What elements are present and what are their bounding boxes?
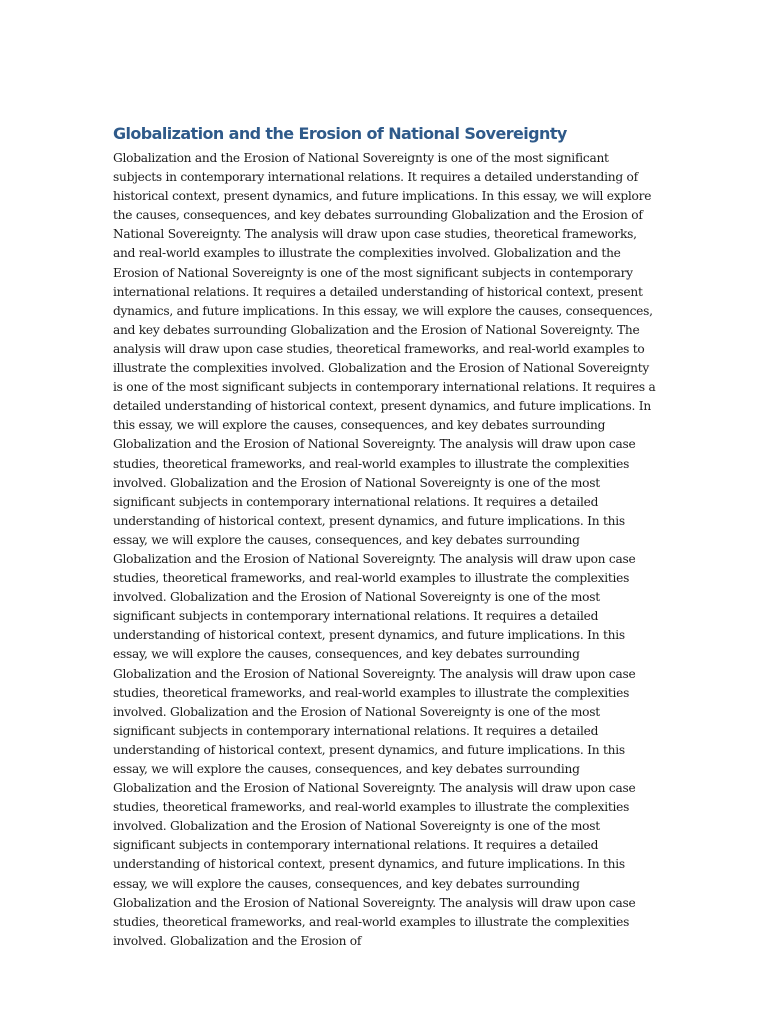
document-body-paragraph: Globalization and the Erosion of National Sovereignty is one of the most significant subjects in contemporary international relations. It requires a detailed understanding of historical context, present dynamics, and future implications. In this essay, we will explore the causes, consequences, and key debates surrounding Globalization and the Erosion of National Sovereignty. The analysis will draw upon case studies, theoretical frameworks, and real-world examples to illustrate the complexities involved. Globalization and the Erosion of National Sovereignty is one of the most significant subjects in contemporary international relations. It requires a detailed understanding of historical context, present dynamics, and future implications. In this essay, we will explore the causes, consequences, and key debates surrounding Globalization and the Erosion of National Sovereignty. The analysis will draw upon case studies, theoretical frameworks, and real-world examples to illustrate the complexities involved. Globalization and the Erosion of National Sovereignty is one of the most significant subjects in contemporary international relations. It requires a detailed understanding of historical context, present dynamics, and future implications. In this essay, we will explore the causes, consequences, and key debates surrounding Globalization and the Erosion of National Sovereignty. The analysis will draw upon case studies, theoretical frameworks, and real-world examples to illustrate the complexities involved. Globalization and the Erosion of National Sovereignty is one of the most significant subjects in contemporary international relations. It requires a detailed understanding of historical context, present dynamics, and future implications. In this essay, we will explore the causes, consequences, and key debates surrounding Globalization and the Erosion of National Sovereignty. The analysis will draw upon case studies, theoretical frameworks, and real-world examples to illustrate the complexities involved. Globalization and the Erosion of National Sovereignty is one of the most significant subjects in contemporary international relations. It requires a detailed understanding of historical context, present dynamics, and future implications. In this essay, we will explore the causes, consequences, and key debates surrounding Globalization and the Erosion of National Sovereignty. The analysis will draw upon case studies, theoretical frameworks, and real-world examples to illustrate the complexities involved. Globalization and the Erosion of National Sovereignty is one of the most significant subjects in contemporary international relations. It requires a detailed understanding of historical context, present dynamics, and future implications. In this essay, we will explore the causes, consequences, and key debates surrounding Globalization and the Erosion of National Sovereignty. The analysis will draw upon case studies, theoretical frameworks, and real-world examples to illustrate the complexities involved. Globalization and the Erosion of National Sovereignty is one of the most significant subjects in contemporary international relations. It requires a detailed understanding of historical context, present dynamics, and future implications. In this essay, we will explore the causes, consequences, and key debates surrounding Globalization and the Erosion of National Sovereignty. The analysis will draw upon case studies, theoretical frameworks, and real-world examples to illustrate the complexities involved. Globalization and the Erosion of xyxy=(113,151,656,948)
document-heading: Globalization and the Erosion of National Sovereignty xyxy=(113,124,567,143)
